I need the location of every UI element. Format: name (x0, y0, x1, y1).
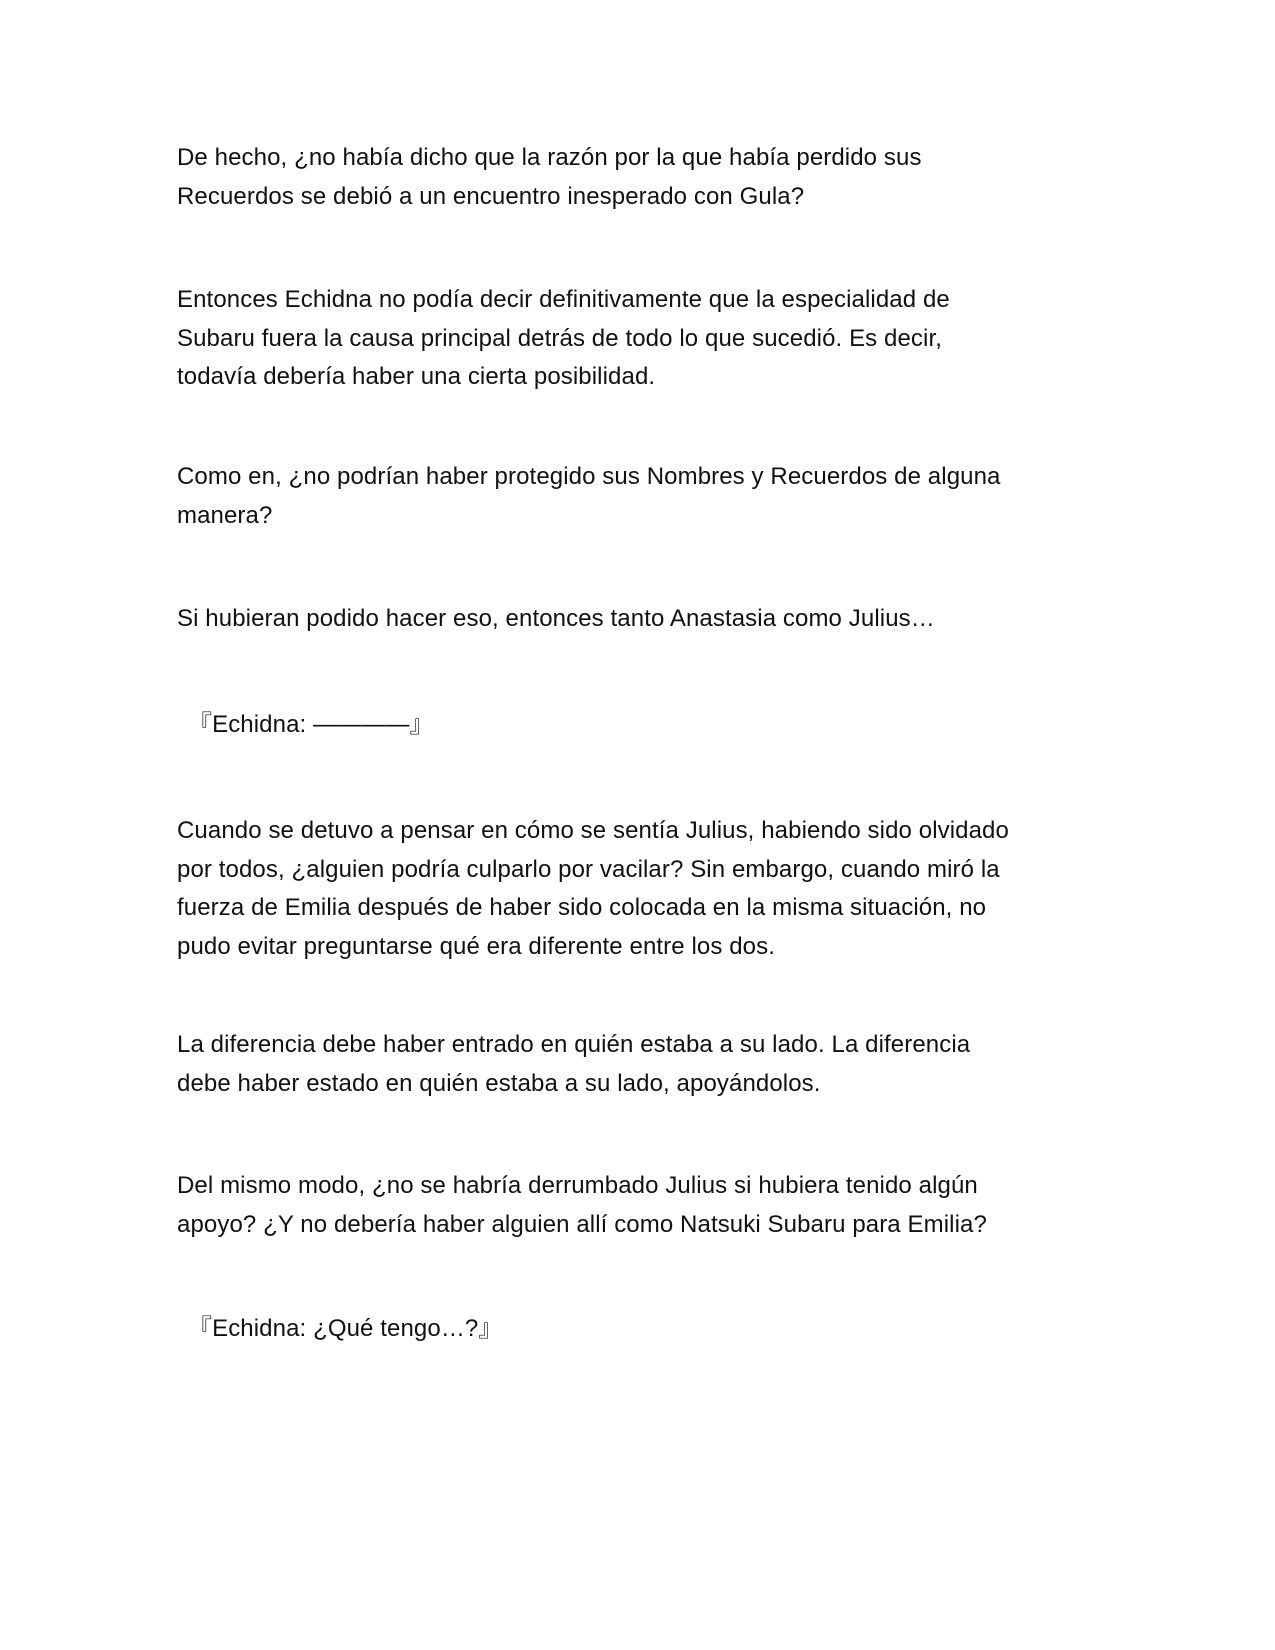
text-line: Como en, ¿no podrían haber protegido sus Nombres y Recuerdos de alguna (177, 463, 1001, 490)
paragraph (177, 281, 1097, 397)
text-line: Entonces Echidna no podía decir definitivamente que la especialidad de (177, 286, 950, 313)
paragraph (177, 812, 1097, 966)
text-line: Subaru fuera la causa principal detrás de todo lo que sucedió. Es decir, (177, 324, 943, 352)
paragraph (177, 1026, 1097, 1103)
text-line: Recuerdos se debió a un encuentro inesperado con Gula? (177, 182, 805, 210)
text-line: debe haber estado en quién estaba a su lado, apoyándolos. (177, 1069, 821, 1097)
text-line: fuerza de Emilia después de haber sido colocada en la misma situación, no (177, 894, 987, 921)
text-line: Si hubieran podido hacer eso, entonces tanto Anastasia como Julius… (177, 605, 935, 632)
text-line: todavía debería haber una cierta posibilidad. (177, 363, 656, 390)
text-line: La diferencia debe haber entrado en quién estaba a su lado. La diferencia (177, 1031, 971, 1058)
paragraph (177, 139, 1097, 216)
text-line: por todos, ¿alguien podría culparlo por vacilar? Sin embargo, cuando miró la (177, 855, 1000, 883)
text-line: 『Echidna: ————』 (188, 711, 434, 738)
text-line: Del mismo modo, ¿no se habría derrumbado Julius si hubiera tenido algún (177, 1172, 978, 1199)
dialogue-line (188, 1310, 1108, 1349)
dialogue-line (188, 706, 1108, 745)
text-line: pudo evitar preguntarse qué era diferente entre los dos. (177, 932, 775, 960)
text-line: Cuando se detuvo a pensar en cómo se sentía Julius, habiendo sido olvidado (177, 817, 1009, 844)
paragraph (177, 600, 1097, 639)
text-line: De hecho, ¿no había dicho que la razón por la que había perdido sus (177, 144, 922, 171)
text-line: manera? (177, 501, 273, 529)
paragraph (177, 1167, 1097, 1244)
text-line: apoyo? ¿Y no debería haber alguien allí como Natsuki Subaru para Emilia? (177, 1210, 987, 1238)
paragraph (177, 458, 1097, 535)
text-line: 『Echidna: ¿Qué tengo…?』 (188, 1315, 503, 1342)
